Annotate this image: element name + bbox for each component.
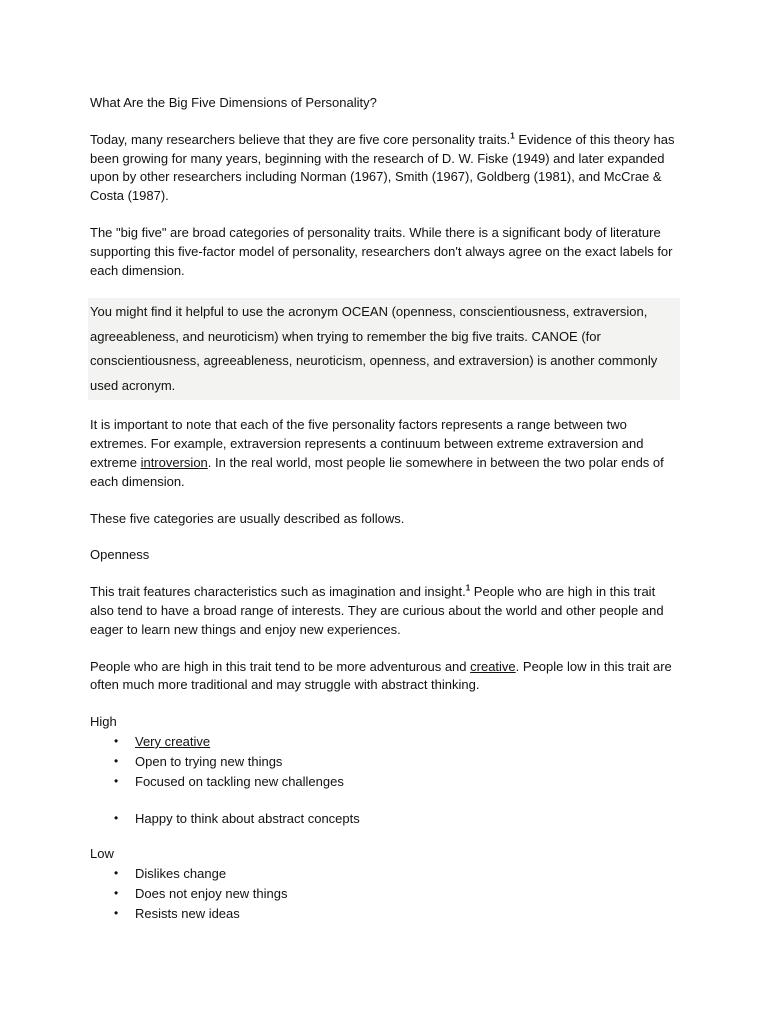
paragraph-high-low-text-a: People who are high in this trait tend to be more adventurous and <box>90 658 471 674</box>
list-item <box>90 732 680 752</box>
high-list-block <box>90 713 680 829</box>
high-label: High <box>90 714 117 730</box>
paragraph-openness-high-low <box>90 658 680 696</box>
list-item-text: Resists new ideas <box>135 905 240 921</box>
introversion-link[interactable]: introversion <box>140 454 208 470</box>
list-item <box>90 772 680 792</box>
paragraph-big-five: The "big five" are broad categories of personality traits. While there is a significant body of literature supporting this five-factor model of personality, researchers don't always agree on the exact labels for each dimension. <box>90 224 673 278</box>
callout-text: You might find it helpful to use the acronym OCEAN (openness, conscientiousness, extraversion, agreeableness, and neuroticism) when trying to remember the big five traits. CANOE (for conscientiousness, agreeableness, neuroticism, openness, and extraversion) is another commonly used acronym. <box>90 304 658 393</box>
list-item <box>90 864 680 884</box>
high-list <box>90 732 680 829</box>
bullet-icon: • <box>114 865 119 880</box>
bullet-icon: • <box>114 811 119 826</box>
creative-link[interactable]: creative <box>470 658 516 674</box>
footnote-ref[interactable]: 1 <box>465 583 471 593</box>
list-item-text: Happy to think about abstract concepts <box>135 811 360 827</box>
paragraph-openness-traits <box>90 583 680 639</box>
low-list <box>90 864 680 923</box>
very-creative-link[interactable]: Very creative <box>135 733 211 749</box>
paragraph-intro <box>90 131 680 206</box>
list-item-text: Does not enjoy new things <box>135 885 288 901</box>
footnote-ref[interactable]: 1 <box>510 131 515 141</box>
paragraph-range <box>90 416 680 491</box>
bullet-icon: • <box>114 753 119 768</box>
paragraph-openness-text-b: People who are high in this trait also tend to have a broad range of interests. They are curious about the world and other people and eager to learn new things and enjoy new experiences. <box>90 584 664 637</box>
list-item <box>90 904 680 924</box>
bullet-icon: • <box>114 905 119 920</box>
paragraph-categories: These five categories are usually described as follows. <box>90 510 405 526</box>
low-list-block <box>90 845 680 923</box>
document-title: What Are the Big Five Dimensions of Personality? <box>90 95 377 110</box>
paragraph-intro-text-a: Today, many researchers believe that they are five core personality traits. <box>90 131 511 147</box>
bullet-icon: • <box>114 733 119 748</box>
paragraph-range-text-b: . In the real world, most people lie somewhere in between the two polar ends of each dimension. <box>90 454 664 489</box>
heading-openness: Openness <box>90 547 150 563</box>
low-label: Low <box>90 846 114 862</box>
paragraph-intro-text-b: Evidence of this theory has been growing for many years, beginning with the research of D. W. Fiske (1949) and later expanded upon by other researchers including Norman (1967), Smith (1967), Goldberg (1981), and McCrae & Costa (1987). <box>90 131 675 204</box>
paragraph-openness-text-a: This trait features characteristics such as imagination and insight. <box>90 584 466 600</box>
list-item <box>90 752 680 772</box>
list-item-text: Open to trying new things <box>135 753 283 769</box>
callout-box <box>88 298 680 400</box>
bullet-icon: • <box>114 885 119 900</box>
list-item <box>90 809 680 829</box>
document-page <box>90 94 680 923</box>
paragraph-range-text-a: It is important to note that each of the five personality factors represents a range between two extremes. For example, extraversion represents a continuum between extreme extraversion and extreme <box>90 417 644 470</box>
paragraph-high-low-text-b: . People low in this trait are often much more traditional and may struggle with abstract thinking. <box>90 658 672 693</box>
list-item <box>90 884 680 904</box>
bullet-icon: • <box>114 773 119 788</box>
list-item-text: Dislikes change <box>135 865 227 881</box>
list-item-text: Focused on tackling new challenges <box>135 773 344 789</box>
